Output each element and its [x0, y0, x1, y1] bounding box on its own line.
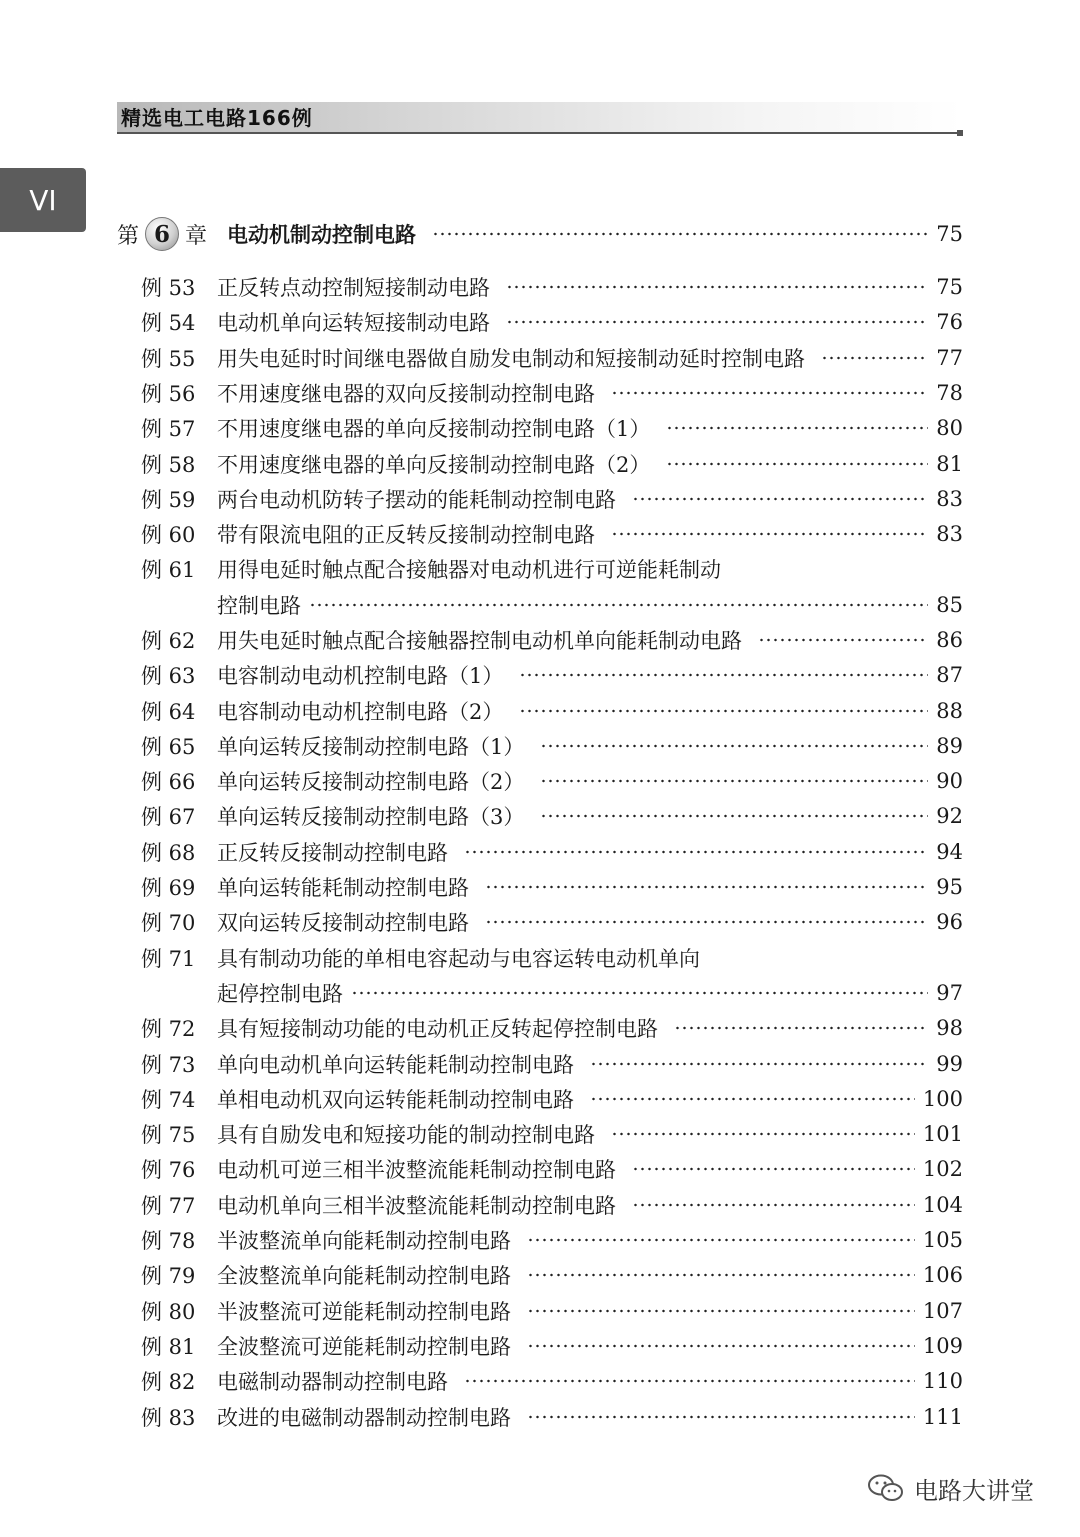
entry-number: 例 73 — [141, 1053, 196, 1077]
leader-dots — [432, 231, 928, 237]
toc-entry-continuation[interactable] — [217, 976, 963, 1010]
leader-dots — [540, 778, 928, 784]
toc-entry[interactable] — [141, 1152, 963, 1186]
leader-dots — [590, 1061, 928, 1067]
entry-title: 单向电动机单向运转能耗制动控制电路 — [217, 1053, 574, 1077]
entry-page: 80 — [936, 416, 963, 440]
toc-entry[interactable] — [141, 658, 963, 692]
entry-page: 101 — [922, 1122, 963, 1146]
chapter-number-badge: 6 — [145, 217, 179, 251]
toc-entry[interactable] — [141, 1047, 963, 1081]
entry-number: 例 72 — [141, 1017, 196, 1041]
entry-page: 90 — [936, 769, 963, 793]
entry-number: 例 65 — [141, 735, 196, 759]
entry-page: 109 — [922, 1334, 963, 1358]
header-rule-end — [957, 130, 963, 136]
entry-page: 94 — [936, 840, 963, 864]
entry-title: 具有制动功能的单相电容起动与电容运转电动机单向 — [217, 947, 700, 971]
entry-number: 例 75 — [141, 1123, 196, 1147]
entry-number: 例 60 — [141, 523, 196, 547]
toc-entry[interactable] — [141, 729, 963, 763]
entry-page: 107 — [922, 1299, 963, 1323]
toc-entry[interactable] — [141, 623, 963, 657]
entry-number: 例 62 — [141, 629, 196, 653]
entry-page: 96 — [936, 910, 963, 934]
toc-entry[interactable] — [141, 694, 963, 728]
entry-title: 用失电延时触点配合接触器控制电动机单向能耗制动电路 — [217, 629, 742, 653]
entry-number: 例 76 — [141, 1158, 196, 1182]
chapter-heading[interactable] — [117, 217, 963, 251]
toc-entry[interactable] — [141, 305, 963, 339]
entry-number: 例 58 — [141, 453, 196, 477]
leader-dots — [519, 708, 928, 714]
entry-number: 例 56 — [141, 382, 196, 406]
entry-page: 105 — [922, 1228, 963, 1252]
toc-entry[interactable] — [141, 482, 963, 516]
entry-number: 例 74 — [141, 1088, 196, 1112]
entry-page: 77 — [936, 346, 963, 370]
entry-number: 例 81 — [141, 1335, 196, 1359]
entry-title: 不用速度继电器的单向反接制动控制电路（1） — [217, 417, 651, 441]
entry-page: 98 — [936, 1016, 963, 1040]
leader-dots — [758, 637, 928, 643]
entry-number: 例 67 — [141, 805, 196, 829]
entry-number: 例 57 — [141, 417, 196, 441]
entry-page: 106 — [922, 1263, 963, 1287]
toc-entry[interactable] — [141, 870, 963, 904]
entry-number: 例 53 — [141, 276, 196, 300]
leader-dots — [590, 1096, 915, 1102]
leader-dots — [527, 1237, 915, 1243]
entry-title: 电动机单向三相半波整流能耗制动控制电路 — [217, 1194, 616, 1218]
entry-page: 110 — [922, 1369, 963, 1393]
toc-entry[interactable] — [141, 799, 963, 833]
toc-entry-continuation[interactable] — [217, 588, 963, 622]
watermark-text: 电路大讲堂 — [914, 1476, 1034, 1505]
entry-number: 例 59 — [141, 488, 196, 512]
leader-dots — [485, 919, 928, 925]
entry-title: 正反转点动控制短接制动电路 — [217, 276, 490, 300]
entry-page: 97 — [936, 981, 963, 1005]
toc-entry[interactable] — [141, 835, 963, 869]
chapter-title: 电动机制动控制电路 — [227, 223, 417, 247]
leader-dots — [309, 602, 928, 608]
leader-dots — [464, 1378, 915, 1384]
entry-title: 半波整流可逆能耗制动控制电路 — [217, 1300, 511, 1324]
toc-entry[interactable] — [141, 1364, 963, 1398]
entry-number: 例 69 — [141, 876, 196, 900]
leader-dots — [540, 743, 928, 749]
entry-number: 例 83 — [141, 1406, 196, 1430]
leader-dots — [611, 531, 928, 537]
entry-number: 例 68 — [141, 841, 196, 865]
entry-page: 76 — [936, 310, 963, 334]
toc-entry[interactable] — [141, 1188, 963, 1222]
entry-title: 两台电动机防转子摆动的能耗制动控制电路 — [217, 488, 616, 512]
entry-page: 86 — [936, 628, 963, 652]
chapter-prefix: 第 — [117, 223, 140, 249]
leader-dots — [632, 1202, 915, 1208]
chapter-suffix: 章 — [185, 223, 208, 249]
leader-dots — [527, 1414, 915, 1420]
entry-title: 用失电延时时间继电器做自励发电制动和短接制动延时控制电路 — [217, 347, 805, 371]
entry-page: 85 — [936, 593, 963, 617]
entry-title: 具有短接制动功能的电动机正反转起停控制电路 — [217, 1017, 658, 1041]
entry-number: 例 70 — [141, 911, 196, 935]
entry-title: 不用速度继电器的单向反接制动控制电路（2） — [217, 453, 651, 477]
entry-page: 89 — [936, 734, 963, 758]
toc-entry[interactable] — [141, 270, 963, 304]
toc-entry[interactable] — [141, 1011, 963, 1045]
entry-page: 95 — [936, 875, 963, 899]
leader-dots — [611, 390, 928, 396]
chapter-page: 75 — [936, 222, 963, 246]
entry-number: 例 71 — [141, 947, 196, 971]
entry-title: 带有限流电阻的正反转反接制动控制电路 — [217, 523, 595, 547]
entry-title: 电动机单向运转短接制动电路 — [217, 311, 490, 335]
entry-number: 例 82 — [141, 1370, 196, 1394]
wechat-icon — [866, 1472, 906, 1504]
toc-entry[interactable] — [141, 1258, 963, 1292]
entry-title: 电容制动电动机控制电路（1） — [217, 664, 504, 688]
leader-dots — [632, 496, 928, 502]
toc-entry[interactable] — [141, 552, 963, 586]
entry-number: 例 79 — [141, 1264, 196, 1288]
header-rule — [117, 132, 962, 134]
entry-page: 75 — [936, 275, 963, 299]
entry-title: 双向运转反接制动控制电路 — [217, 911, 469, 935]
entry-title: 不用速度继电器的双向反接制动控制电路 — [217, 382, 595, 406]
leader-dots — [821, 355, 928, 361]
leader-dots — [632, 1166, 915, 1172]
entry-title-continuation: 控制电路 — [217, 594, 301, 618]
entry-title: 电容制动电动机控制电路（2） — [217, 700, 504, 724]
entry-title: 单相电动机双向运转能耗制动控制电路 — [217, 1088, 574, 1112]
entry-title: 全波整流单向能耗制动控制电路 — [217, 1264, 511, 1288]
leader-dots — [519, 672, 928, 678]
entry-title: 单向运转反接制动控制电路（1） — [217, 735, 525, 759]
leader-dots — [540, 813, 928, 819]
entry-page: 83 — [936, 522, 963, 546]
entry-title: 全波整流可逆能耗制动控制电路 — [217, 1335, 511, 1359]
toc-entry[interactable] — [141, 764, 963, 798]
entry-page: 111 — [922, 1405, 963, 1429]
toc-entry[interactable] — [141, 1294, 963, 1328]
entry-title: 电动机可逆三相半波整流能耗制动控制电路 — [217, 1158, 616, 1182]
entry-page: 92 — [936, 804, 963, 828]
toc-entry[interactable] — [141, 1223, 963, 1257]
entry-number: 例 63 — [141, 664, 196, 688]
toc-entry[interactable] — [141, 376, 963, 410]
leader-dots — [527, 1308, 915, 1314]
leader-dots — [527, 1272, 915, 1278]
toc-entry[interactable] — [141, 411, 963, 445]
entry-title: 电磁制动器制动控制电路 — [217, 1370, 448, 1394]
leader-dots — [464, 849, 928, 855]
entry-page: 83 — [936, 487, 963, 511]
entry-page: 104 — [922, 1193, 963, 1217]
entry-page: 88 — [936, 699, 963, 723]
toc-entry[interactable] — [141, 1082, 963, 1116]
leader-dots — [485, 884, 928, 890]
entry-title: 单向运转反接制动控制电路（2） — [217, 770, 525, 794]
entry-page: 81 — [936, 452, 963, 476]
page-number-roman: VI — [29, 183, 57, 217]
toc-entry[interactable] — [141, 341, 963, 375]
entry-number: 例 64 — [141, 700, 196, 724]
entry-page: 78 — [936, 381, 963, 405]
entry-title: 半波整流单向能耗制动控制电路 — [217, 1229, 511, 1253]
entry-page: 100 — [922, 1087, 963, 1111]
entry-page: 99 — [936, 1052, 963, 1076]
entry-number: 例 77 — [141, 1194, 196, 1218]
page-number-tab — [0, 168, 86, 232]
leader-dots — [674, 1025, 928, 1031]
leader-dots — [666, 425, 928, 431]
entry-number: 例 66 — [141, 770, 196, 794]
book-title: 精选电工电路166例 — [121, 106, 313, 130]
entry-title: 单向运转能耗制动控制电路 — [217, 876, 469, 900]
entry-number: 例 80 — [141, 1300, 196, 1324]
toc-entry[interactable] — [141, 1329, 963, 1363]
entry-number: 例 78 — [141, 1229, 196, 1253]
watermark — [866, 1470, 1034, 1506]
entry-title: 具有自励发电和短接功能的制动控制电路 — [217, 1123, 595, 1147]
entry-title: 用得电延时触点配合接触器对电动机进行可逆能耗制动 — [217, 558, 721, 582]
entry-number: 例 55 — [141, 347, 196, 371]
leader-dots — [351, 990, 928, 996]
entry-title-continuation: 起停控制电路 — [217, 982, 343, 1006]
toc-entry[interactable] — [141, 1117, 963, 1151]
toc-entry[interactable] — [141, 1400, 963, 1434]
entry-number: 例 54 — [141, 311, 196, 335]
leader-dots — [506, 284, 928, 290]
leader-dots — [527, 1343, 915, 1349]
toc-entry[interactable] — [141, 905, 963, 939]
leader-dots — [666, 461, 928, 467]
leader-dots — [506, 319, 928, 325]
toc-entry[interactable] — [141, 447, 963, 481]
entry-title: 单向运转反接制动控制电路（3） — [217, 805, 525, 829]
entry-page: 102 — [922, 1157, 963, 1181]
toc-entry[interactable] — [141, 517, 963, 551]
entry-page: 87 — [936, 663, 963, 687]
entry-title: 改进的电磁制动器制动控制电路 — [217, 1406, 511, 1430]
entry-title: 正反转反接制动控制电路 — [217, 841, 448, 865]
leader-dots — [611, 1131, 915, 1137]
toc-entry[interactable] — [141, 941, 963, 975]
entry-number: 例 61 — [141, 558, 196, 582]
